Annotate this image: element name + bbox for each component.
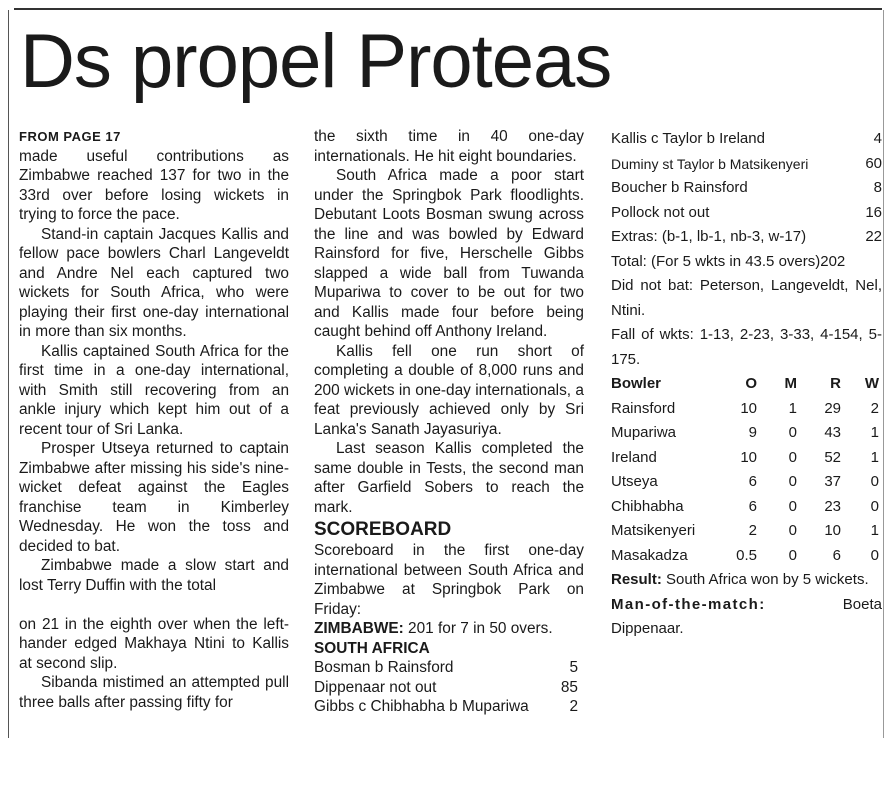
runs: 16 xyxy=(865,203,882,221)
bowling-row xyxy=(611,446,882,471)
scoreboard-heading: SCOREBOARD xyxy=(314,519,452,540)
zimbabwe-score-line xyxy=(314,619,584,639)
batsman: Dippenaar not out xyxy=(314,678,437,696)
bowler-header: Bowler xyxy=(611,375,662,392)
result-text: South Africa won by 5 wickets. xyxy=(661,571,869,588)
maidens: 0 xyxy=(788,522,797,539)
runs: 60 xyxy=(865,154,882,172)
bowler: Masakadza xyxy=(611,546,688,564)
south-africa-heading: SOUTH AFRICA xyxy=(314,639,430,657)
maidens: 0 xyxy=(788,473,797,490)
paragraph: Kallis captained South Africa for the first time in a one-day international, with Smith still recovering from an ankle injury which kept him out of a recent tour of Sri Lanka. xyxy=(19,342,289,438)
overs: 10 xyxy=(740,448,757,466)
paragraph: made useful contributions as Zimbabwe reached 137 for two in the 33rd over before losing wickets in trying to force the pace. xyxy=(19,147,289,223)
runs: 52 xyxy=(824,448,841,466)
result-line xyxy=(611,568,882,593)
runs: 37 xyxy=(824,473,841,490)
wickets: 0 xyxy=(870,473,879,490)
maidens-header: M xyxy=(784,375,797,392)
batting-row xyxy=(611,152,882,177)
bowling-row xyxy=(611,397,882,422)
from-page-label: FROM PAGE 17 xyxy=(19,129,121,144)
maidens: 0 xyxy=(788,497,797,515)
runs: 4 xyxy=(873,130,882,147)
paragraph: Sibanda mistimed an attempted pull three balls after passing fifty for xyxy=(19,674,289,711)
paragraph: Stand-in captain Jacques Kallis and fellow pace bowlers Charl Langeveldt and Andre Nel each captured two wickets for South Africa, who were playing their first one-day international in more than six months. xyxy=(19,225,289,340)
overs: 9 xyxy=(748,424,757,441)
left-rule xyxy=(8,10,9,738)
runs: 5 xyxy=(569,659,578,676)
right-rule xyxy=(883,10,884,738)
did-not-bat: Did not bat: Peterson, Langeveldt, Nel, Ntini. xyxy=(611,277,882,319)
wickets: 0 xyxy=(870,546,879,564)
column-gap xyxy=(19,595,289,615)
runs: 43 xyxy=(824,424,841,441)
wickets: 2 xyxy=(870,399,879,417)
bowler: Matsikenyeri xyxy=(611,522,696,539)
overs: 0.5 xyxy=(736,546,757,564)
wickets: 1 xyxy=(870,448,879,466)
runs: 29 xyxy=(824,399,841,417)
batting-row xyxy=(314,678,578,698)
runs: 10 xyxy=(824,522,841,539)
paragraph: on 21 in the eighth over when the left-hander edged Makhaya Ntini to Kallis at second slip. xyxy=(19,615,289,672)
wickets: 1 xyxy=(870,424,879,441)
maidens: 1 xyxy=(788,399,797,417)
bowler: Chibhabha xyxy=(611,497,684,515)
extras-row xyxy=(611,225,882,250)
batsman: Bosman b Rainsford xyxy=(314,659,454,676)
batsman: Kallis c Taylor b Ireland xyxy=(611,130,765,147)
overs: 10 xyxy=(740,399,757,417)
bowling-row xyxy=(611,421,882,446)
bowling-row xyxy=(611,470,882,495)
motm-text: Boeta Dippenaar. xyxy=(611,595,882,637)
bowler: Rainsford xyxy=(611,399,676,417)
overs: 6 xyxy=(748,497,757,515)
runs: 8 xyxy=(873,179,882,196)
batting-row xyxy=(611,127,882,152)
scoreboard-intro: Scoreboard in the first one-day international between South Africa and Zimbabwe at Springbok Park on Friday: xyxy=(314,542,584,618)
wickets-header: W xyxy=(864,375,879,392)
maidens: 0 xyxy=(788,448,797,466)
batting-row xyxy=(314,658,578,678)
extras-label: Extras: (b-1, lb-1, nb-3, w-17) xyxy=(611,228,807,245)
overs-header: O xyxy=(745,375,757,392)
bowler: Utseya xyxy=(611,473,658,490)
total-line: Total: (For 5 wkts in 43.5 overs)202 xyxy=(611,252,846,270)
paragraph: Last season Kallis completed the same double in Tests, the second man after Garfield Sobers to reach the mark. xyxy=(314,440,584,516)
paragraph: the sixth time in 40 one-day internationals. He hit eight boundaries. xyxy=(314,128,584,165)
paragraph: Kallis fell one run short of completing a double of 8,000 runs and 200 wickets in one-day internationals, a feat previously achieved only by Sri Lanka's Sanath Jayasuriya. xyxy=(314,342,584,438)
batsman: Pollock not out xyxy=(611,203,710,221)
extras-runs: 22 xyxy=(865,228,882,245)
runs: 85 xyxy=(560,678,578,696)
article-column-2 xyxy=(314,127,584,717)
runs: 2 xyxy=(569,698,578,715)
man-of-the-match-line xyxy=(611,593,882,642)
bowler: Ireland xyxy=(611,448,657,466)
zimbabwe-label: ZIMBABWE: xyxy=(314,620,404,637)
fall-of-wickets: Fall of wkts: 1-13, 2-23, 3-33, 4-154, 5-175. xyxy=(611,326,882,368)
article-column-1 xyxy=(19,127,289,712)
runs: 23 xyxy=(824,497,841,515)
wickets: 1 xyxy=(870,522,879,539)
bowling-row xyxy=(611,495,882,520)
bowling-row xyxy=(611,519,882,544)
batsman: Duminy st Taylor b Matsikenyeri xyxy=(611,155,809,172)
batsman: Gibbs c Chibhabha b Mupariwa xyxy=(314,698,529,715)
batting-row xyxy=(314,697,578,717)
overs: 2 xyxy=(748,522,757,539)
maidens: 0 xyxy=(788,424,797,441)
paragraph: Prosper Utseya returned to captain Zimbabwe after missing his side's nine-wicket defeat against the Eagles franchise team in Kimberley Wednesday. He won the toss and decided to bat. xyxy=(19,440,289,555)
batting-row xyxy=(611,176,882,201)
zimbabwe-score: 201 for 7 in 50 overs. xyxy=(403,620,553,637)
top-rule xyxy=(14,8,882,10)
scoreboard-column xyxy=(611,127,882,642)
overs: 6 xyxy=(748,473,757,490)
batting-row xyxy=(611,201,882,226)
paragraph: Zimbabwe made a slow start and lost Terry Duffin with the total xyxy=(19,557,289,594)
result-label: Result: xyxy=(611,571,662,588)
wickets: 0 xyxy=(870,497,879,515)
bowler: Mupariwa xyxy=(611,424,677,441)
maidens: 0 xyxy=(788,546,797,564)
headline: Ds propel Proteas xyxy=(20,19,612,104)
motm-label: Man-of-the-match: xyxy=(611,595,766,613)
runs: 6 xyxy=(832,546,841,564)
paragraph: South Africa made a poor start under the Springbok Park floodlights. Debutant Loots Bosman swung across the line and was bowled by Edward Rainsford for five, Herschelle Gibbs slapped a wide ball from Tuwanda Mupariwa to cover to be out for two and Kallis made four before being caught behind off Anthony Ireland. xyxy=(314,167,584,340)
runs-header: R xyxy=(830,375,841,392)
bowling-row xyxy=(611,544,882,569)
bowling-header xyxy=(611,372,882,397)
batsman: Boucher b Rainsford xyxy=(611,179,748,196)
